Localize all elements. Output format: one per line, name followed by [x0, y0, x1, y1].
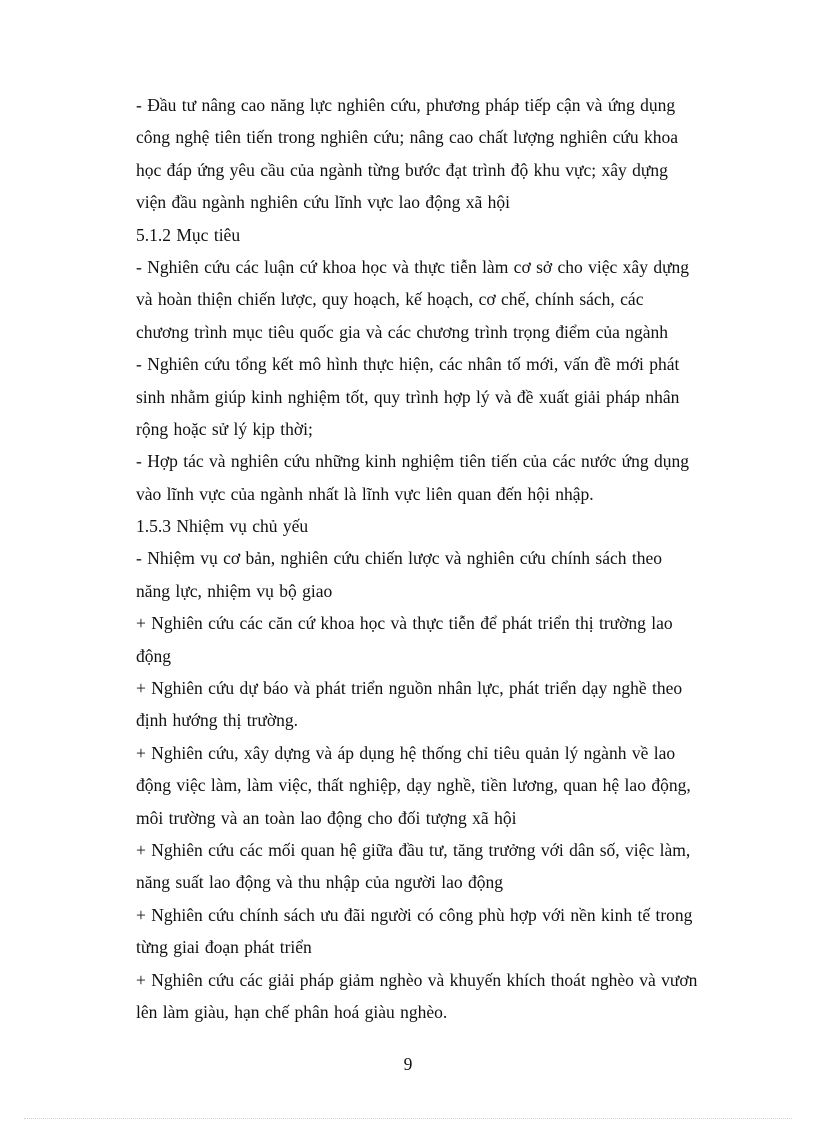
text-line: lên làm giàu, hạn chế phân hoá giàu nghèo.: [136, 1001, 448, 1022]
page-bottom-divider: [24, 1118, 792, 1119]
page-number: 9: [403, 1054, 413, 1074]
text-line: môi trường và an toàn lao động cho đối tượng xã hội: [136, 807, 517, 828]
text-line: chương trình mục tiêu quốc gia và các chương trình trọng điểm của ngành: [136, 321, 669, 342]
text-line: động việc làm, làm việc, thất nghiệp, dạy nghề, tiền lương, quan hệ lao động,: [136, 775, 691, 796]
text-line: - Nghiên cứu các luận cứ khoa học và thực tiễn làm cơ sở cho việc xây dựng: [136, 256, 690, 277]
text-line: và hoàn thiện chiến lược, quy hoạch, kế hoạch, cơ chế, chính sách, các: [136, 289, 644, 310]
text-line: + Nghiên cứu các căn cứ khoa học và thực tiễn để phát triển thị trường lao: [136, 613, 673, 634]
section-heading: 1.5.3 Nhiệm vụ chủ yếu: [136, 516, 309, 537]
text-line: công nghệ tiên tiến trong nghiên cứu; nâng cao chất lượng nghiên cứu khoa: [136, 127, 679, 148]
text-line: + Nghiên cứu, xây dựng và áp dụng hệ thống chỉ tiêu quản lý ngành về lao: [136, 742, 676, 763]
section-heading: 5.1.2 Mục tiêu: [136, 224, 241, 245]
text-line: - Nhiệm vụ cơ bản, nghiên cứu chiến lược và nghiên cứu chính sách theo: [136, 548, 663, 569]
text-line: + Nghiên cứu dự báo và phát triển nguồn nhân lực, phát triển dạy nghề theo: [136, 678, 683, 699]
text-line: động: [136, 645, 171, 666]
text-line: - Đầu tư nâng cao năng lực nghiên cứu, phương pháp tiếp cận và ứng dụng: [136, 95, 676, 115]
text-line: năng suất lao động và thu nhập của người lao động: [136, 872, 503, 893]
document-body: [136, 89, 746, 1028]
text-line: rộng hoặc sử lý kịp thời;: [136, 418, 313, 439]
text-line: từng giai đoạn phát triển: [136, 937, 312, 958]
text-line: + Nghiên cứu các giải pháp giảm nghèo và khuyến khích thoát nghèo và vươn: [136, 969, 698, 990]
text-line: vào lĩnh vực của ngành nhất là lĩnh vực liên quan đến hội nhập.: [136, 483, 594, 504]
text-line: + Nghiên cứu chính sách ưu đãi người có công phù hợp với nền kinh tế trong: [136, 904, 693, 925]
text-line: sinh nhằm giúp kinh nghiệm tốt, quy trình hợp lý và đề xuất giải pháp nhân: [136, 386, 680, 407]
text-line: năng lực, nhiệm vụ bộ giao: [136, 580, 333, 601]
text-line: + Nghiên cứu các mối quan hệ giữa đầu tư, tăng trưởng với dân số, việc làm,: [136, 839, 691, 860]
text-line: - Nghiên cứu tổng kết mô hình thực hiện, các nhân tố mới, vấn đề mới phát: [136, 354, 680, 375]
text-line: viện đầu ngành nghiên cứu lĩnh vực lao động xã hội: [136, 192, 511, 213]
text-line: - Hợp tác và nghiên cứu những kinh nghiệm tiên tiến của các nước ứng dụng: [136, 451, 690, 472]
text-line: học đáp ứng yêu cầu của ngành từng bước đạt trình độ khu vực; xây dựng: [136, 159, 668, 180]
text-line: định hướng thị trường.: [136, 710, 299, 731]
